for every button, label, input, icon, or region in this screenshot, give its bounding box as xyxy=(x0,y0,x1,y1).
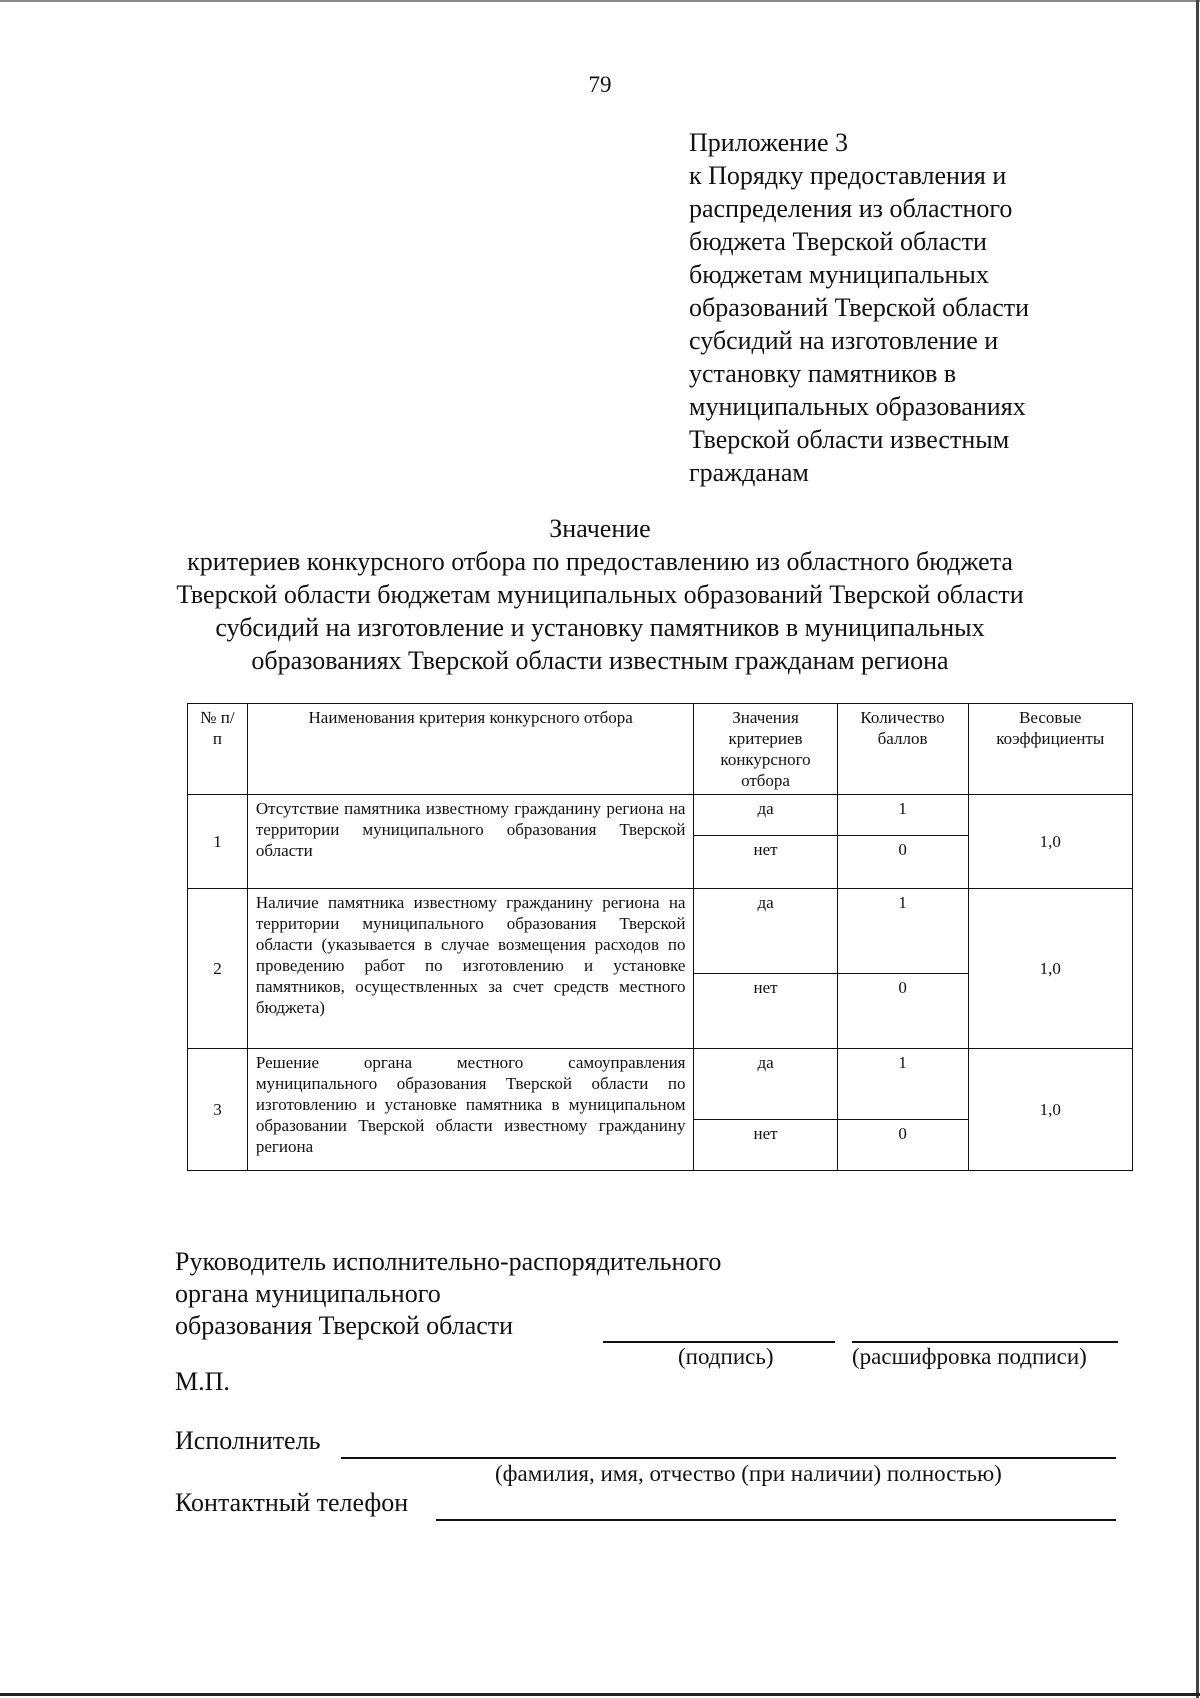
row-yes-label: да xyxy=(694,1049,837,1120)
table-row xyxy=(188,795,1133,836)
appendix-header xyxy=(689,126,1109,489)
signature-caption: (подпись) xyxy=(678,1344,774,1369)
header-name: Наименования критерия конкурсного отбора xyxy=(247,704,694,795)
row-num: 1 xyxy=(188,795,248,889)
phone-label: Контактный телефон xyxy=(175,1488,409,1517)
row-weight: 1,0 xyxy=(968,1049,1132,1171)
row-num: 3 xyxy=(188,1049,248,1171)
row-criterion: Решение органа местного самоуправления муниципального образования Тверской области по изготовлению и установке памятника в муниципальном образовании Тверской области известному гражданину региона xyxy=(247,1049,694,1171)
appendix-line: субсидий на изготовление и xyxy=(689,326,999,355)
table-row xyxy=(188,1049,1133,1120)
header-values: Значения критериев конкурсного отбора xyxy=(694,704,837,795)
row-weight: 1,0 xyxy=(968,795,1132,889)
appendix-line: образований Тверской области xyxy=(689,293,1030,322)
appendix-line: распределения из областного xyxy=(689,194,1013,223)
title-line: образованиях Тверской области известным гражданам региона xyxy=(251,646,949,675)
appendix-line: Тверской области известным xyxy=(689,425,1010,454)
header-weights: Весовые коэффициенты xyxy=(968,704,1132,795)
row-criterion: Отсутствие памятника известному гражданину региона на территории муниципального образования Тверской области xyxy=(247,795,694,889)
table-header-row xyxy=(188,704,1133,795)
appendix-line: гражданам xyxy=(689,458,809,487)
page-bottom-edge xyxy=(0,1693,1200,1696)
document-title xyxy=(150,512,1050,677)
row-no-label: нет xyxy=(694,1120,837,1171)
row-criterion: Наличие памятника известному гражданину региона на территории муниципального образования Тверской области (указывается в случае возмещения расходов по проведению работ по изготовлению и установке памятников, осуществленных за счет средств местного бюджета) xyxy=(247,889,694,1049)
row-yes-points: 1 xyxy=(837,795,968,836)
row-yes-label: да xyxy=(694,795,837,836)
row-weight: 1,0 xyxy=(968,889,1132,1049)
row-yes-points: 1 xyxy=(837,889,968,974)
head-title-line: Руководитель исполнительно-распорядительного xyxy=(175,1247,722,1276)
title-line: субсидий на изготовление и установку памятников в муниципальных xyxy=(215,613,985,642)
decoding-caption: (расшифровка подписи) xyxy=(852,1344,1087,1369)
row-yes-points: 1 xyxy=(837,1049,968,1120)
criteria-table xyxy=(187,703,1133,1171)
head-title-line: органа муниципального xyxy=(175,1279,441,1308)
appendix-line: Приложение 3 xyxy=(689,128,849,157)
title-line: Значение xyxy=(549,514,651,543)
row-no-points: 0 xyxy=(837,836,968,889)
table-row xyxy=(188,889,1133,974)
appendix-line: бюджета Тверской области xyxy=(689,227,987,256)
signature-line xyxy=(603,1341,835,1343)
phone-line xyxy=(436,1519,1116,1521)
header-points: Количество баллов xyxy=(837,704,968,795)
stamp-label: М.П. xyxy=(175,1367,230,1396)
row-no-label: нет xyxy=(694,836,837,889)
row-no-points: 0 xyxy=(837,974,968,1049)
header-num: № п/п xyxy=(188,704,248,795)
appendix-line: бюджетам муниципальных xyxy=(689,260,989,289)
row-num: 2 xyxy=(188,889,248,1049)
title-line: критериев конкурсного отбора по предоставлению из областного бюджета xyxy=(187,547,1013,576)
appendix-line: установку памятников в xyxy=(689,359,957,388)
executor-line xyxy=(341,1457,1116,1459)
title-line: Тверской области бюджетам муниципальных образований Тверской области xyxy=(176,580,1024,609)
row-no-points: 0 xyxy=(837,1120,968,1171)
signature-decoding-line xyxy=(852,1341,1118,1343)
page-number: 79 xyxy=(588,72,612,97)
executor-label: Исполнитель xyxy=(175,1426,321,1455)
row-no-label: нет xyxy=(694,974,837,1049)
executor-caption: (фамилия, имя, отчество (при наличии) полностью) xyxy=(495,1461,1002,1486)
head-title-line: образования Тверской области xyxy=(175,1311,514,1340)
page-top-edge xyxy=(0,0,1200,2)
row-yes-label: да xyxy=(694,889,837,974)
page-right-edge xyxy=(1196,0,1199,1698)
appendix-line: муниципальных образованиях xyxy=(689,392,1026,421)
appendix-line: к Порядку предоставления и xyxy=(689,161,1007,190)
